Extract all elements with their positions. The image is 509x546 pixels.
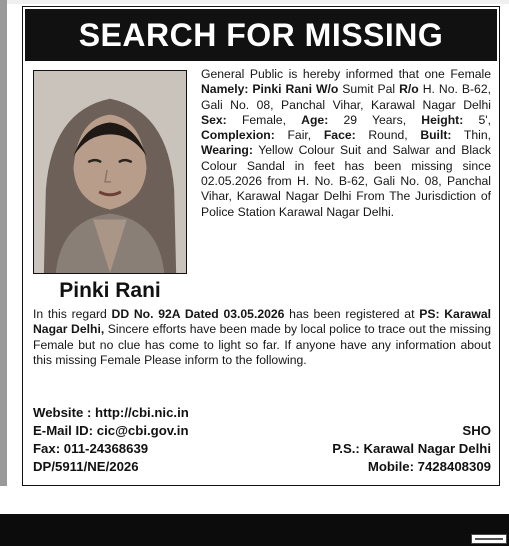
built-label: Built: (420, 128, 452, 143)
website-line: Website : http://cbi.nic.in (33, 405, 189, 420)
sex-value: Female, (226, 112, 302, 127)
registration-paragraph (33, 307, 491, 368)
police-station-reference: PS: Karawal Nagar Delhi, (33, 307, 491, 337)
address-text: H. No. B-62, Gali No. 08, Panchal Vihar, Karawal Nagar Delhi (201, 82, 491, 112)
height-label: Height: (421, 112, 464, 127)
para2-start: In this regard (33, 307, 112, 321)
face-label: Face: (323, 128, 356, 143)
height-value: 5', (463, 112, 491, 127)
left-column-rule (0, 0, 7, 486)
namely-label: Namely: (201, 82, 249, 97)
portrait-photo-icon (34, 71, 186, 273)
wearing-label: Wearing: (201, 143, 253, 158)
age-label: Age: (301, 112, 329, 127)
face-value: Round, (355, 128, 421, 143)
sex-label: Sex: (201, 112, 227, 127)
description-paragraph (201, 67, 491, 220)
complexion-label: Complexion: (201, 128, 275, 143)
para2-end: Sincere efforts have been made by local police to trace out the missing Female but no clue has come to light so far. If anyone have any information about this missing Female Please inform to the following. (33, 322, 491, 367)
built-value: Thin, (451, 128, 491, 143)
police-station-line: P.S.: Karawal Nagar Delhi (332, 441, 491, 456)
top-strip (0, 0, 509, 4)
mobile-line: Mobile: 7428408309 (367, 459, 491, 474)
para2-middle: has been registered at (284, 307, 420, 321)
age-value: 29 Years, (328, 112, 422, 127)
fax-line: Fax: 011-24368639 (33, 441, 149, 456)
corner-stamp (471, 534, 507, 544)
ro-label: R/o (399, 82, 419, 97)
namely-value: Pinki Rani W/o (248, 82, 339, 97)
dd-reference: DD No. 92A Dated 03.05.2026 (111, 307, 285, 321)
sho-label: SHO (462, 423, 491, 438)
missing-person-photo (33, 70, 187, 274)
dp-reference: DP/5911/NE/2026 (33, 459, 139, 474)
complexion-value: Fair, (274, 128, 324, 143)
wearing-value: Yellow Colour Suit and Salwar and Black Colour Sandal in feet has been missing since 02.05.2026 from H. No. B-62, Gali No. 08, Panchal Vihar, Karawal Nagar Delhi From The Jurisdiction of Police Station Karawal Nagar Delhi. (201, 143, 491, 219)
bottom-black-bar (0, 514, 509, 546)
email-line: E-Mail ID: cic@cbi.gov.in (33, 423, 189, 438)
photo-caption: Pinki Rani (59, 279, 161, 302)
intro-text: General Public is hereby informed that one Female (201, 67, 491, 81)
missing-notice (22, 6, 500, 486)
notice-title: SEARCH FOR MISSING (25, 9, 497, 61)
husband-text: Sumit Pal (338, 82, 400, 97)
